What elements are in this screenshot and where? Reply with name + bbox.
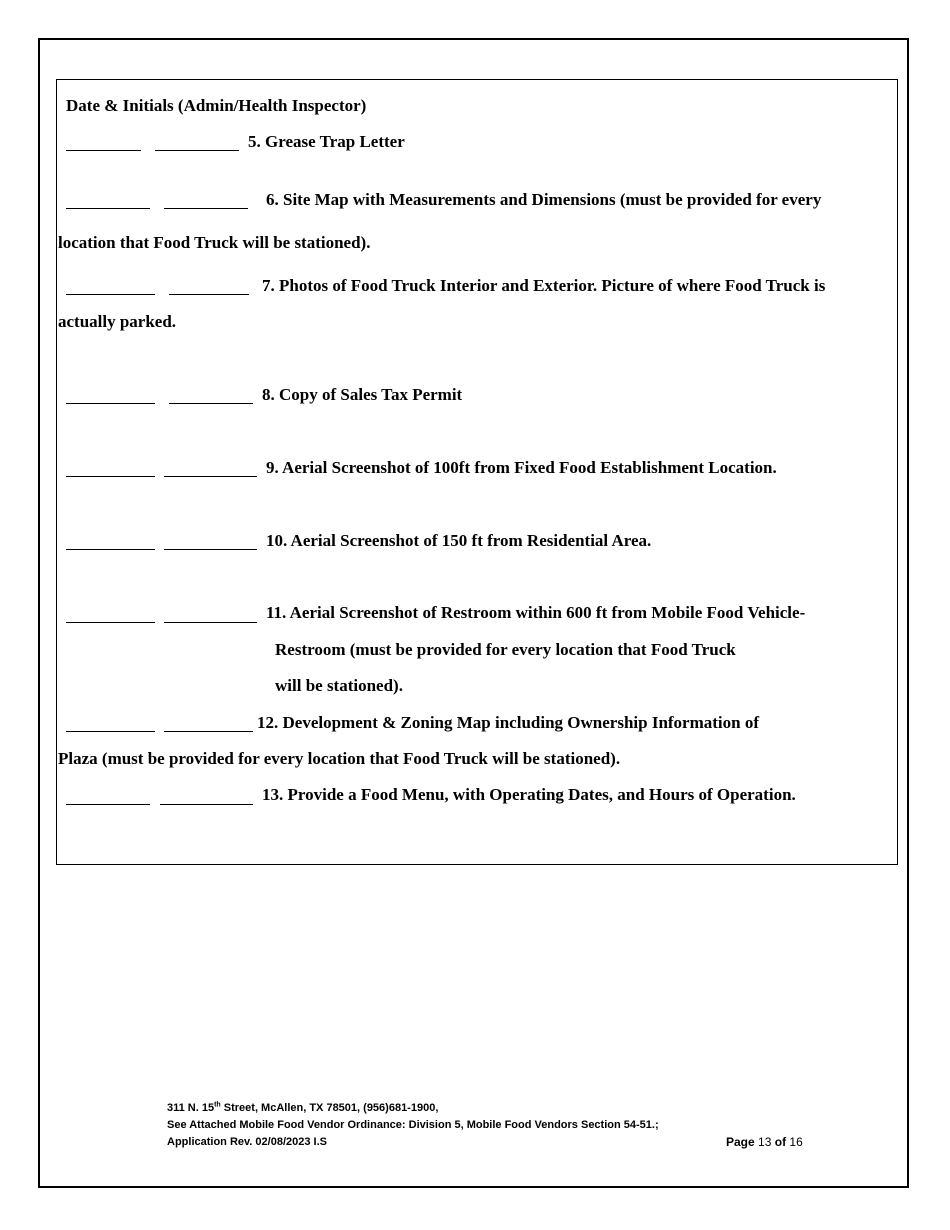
date-blank[interactable] [66, 731, 155, 732]
footer-address: 311 N. 15th Street, McAllen, TX 78501, (956)681-1900, [167, 1101, 439, 1114]
item-aerial-100ft: 9. Aerial Screenshot of 100ft from Fixed Food Establishment Location. [266, 458, 777, 477]
date-blank[interactable] [66, 476, 155, 477]
initials-blank[interactable] [164, 476, 257, 477]
date-blank[interactable] [66, 403, 155, 404]
item-aerial-restroom-cont2: will be stationed). [275, 676, 403, 695]
initials-blank[interactable] [164, 731, 253, 732]
initials-blank[interactable] [164, 549, 257, 550]
initials-blank[interactable] [164, 208, 248, 209]
date-blank[interactable] [66, 150, 141, 151]
item-zoning-map-cont: Plaza (must be provided for every location that Food Truck will be stationed). [58, 749, 621, 768]
date-blank[interactable] [66, 622, 155, 623]
date-blank[interactable] [66, 549, 155, 550]
item-site-map-cont: location that Food Truck will be stationed). [58, 233, 371, 252]
initials-blank[interactable] [160, 804, 253, 805]
item-photos-cont: actually parked. [58, 312, 177, 331]
initials-blank[interactable] [169, 294, 249, 295]
item-site-map: 6. Site Map with Measurements and Dimensions (must be provided for every [266, 190, 822, 209]
footer-revision: Application Rev. 02/08/2023 I.S [167, 1136, 327, 1148]
initials-blank[interactable] [164, 622, 257, 623]
footer-ordinance: See Attached Mobile Food Vendor Ordinance: Division 5, Mobile Food Vendors Section 54-51.; [167, 1119, 659, 1131]
item-aerial-restroom: 11. Aerial Screenshot of Restroom within 600 ft from Mobile Food Vehicle- [266, 603, 806, 622]
date-blank[interactable] [66, 804, 150, 805]
item-photos: 7. Photos of Food Truck Interior and Exterior. Picture of where Food Truck is [262, 276, 826, 295]
initials-blank[interactable] [155, 150, 239, 151]
item-food-menu: 13. Provide a Food Menu, with Operating Dates, and Hours of Operation. [262, 785, 796, 804]
item-aerial-restroom-cont: Restroom (must be provided for every location that Food Truck [275, 640, 736, 659]
date-blank[interactable] [66, 208, 150, 209]
checklist-header: Date & Initials (Admin/Health Inspector) [66, 96, 367, 115]
item-grease-trap-letter: 5. Grease Trap Letter [248, 132, 405, 151]
initials-blank[interactable] [169, 403, 253, 404]
page-number: Page 13 of 16 [726, 1135, 803, 1149]
item-zoning-map: 12. Development & Zoning Map including Ownership Information of [257, 713, 760, 732]
item-sales-tax-permit: 8. Copy of Sales Tax Permit [262, 385, 463, 404]
date-blank[interactable] [66, 294, 155, 295]
item-aerial-150ft: 10. Aerial Screenshot of 150 ft from Residential Area. [266, 531, 652, 550]
